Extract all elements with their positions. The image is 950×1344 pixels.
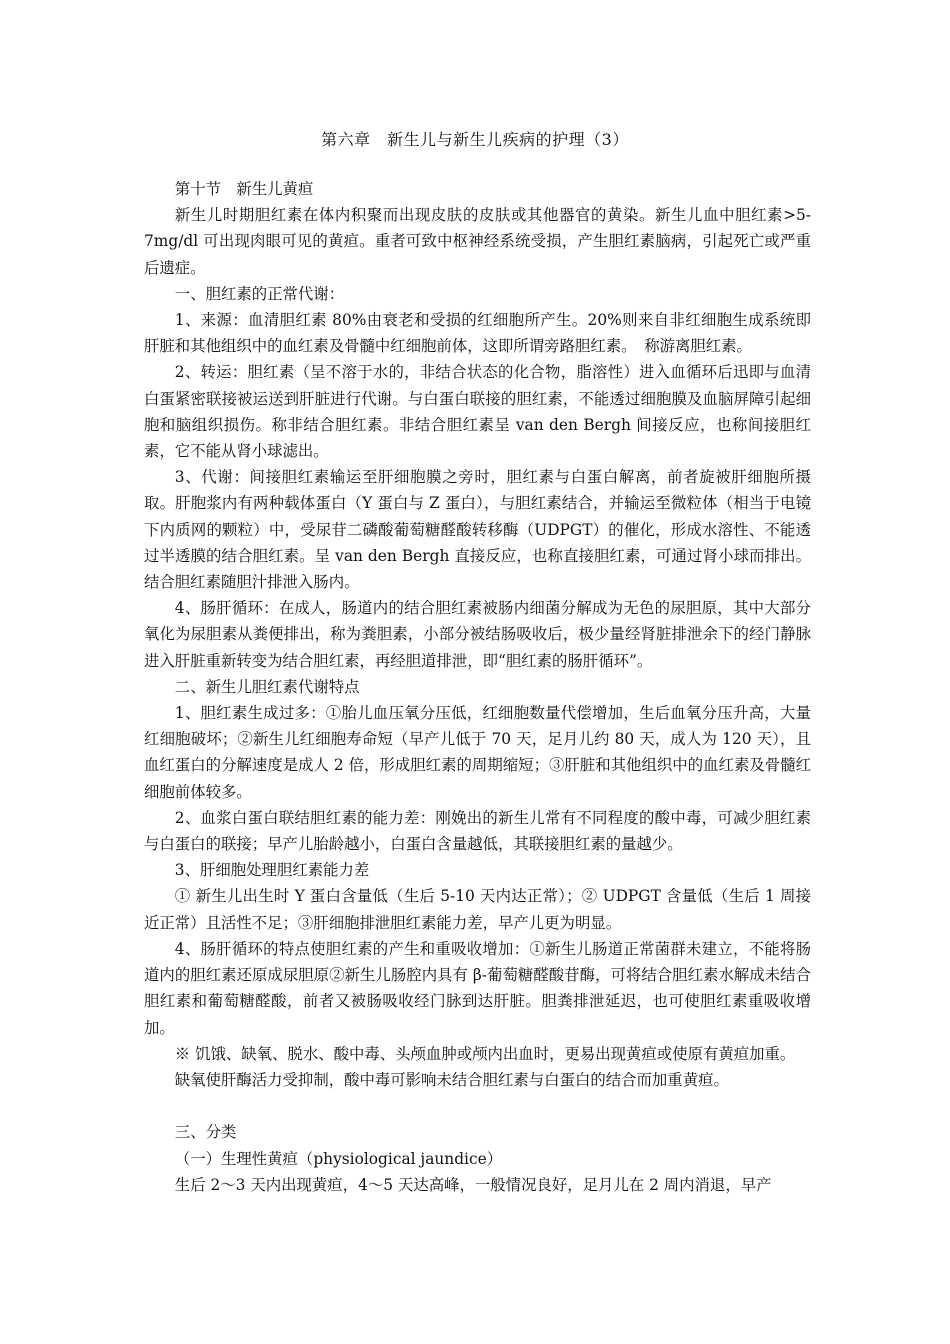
- section-heading: 第十节 新生儿黄疸: [174, 180, 314, 198]
- subheading-classification: 三、分类: [174, 1123, 237, 1142]
- paragraph-liver-heading: 3、肝细胞处理胆红素能力差: [174, 861, 370, 880]
- paragraph-albumin: 2、血浆白蛋白联结胆红素的能力差：刚娩出的新生儿常有不同程度的酸中毒，可减少胆红素与白蛋白的联接；早产儿胎龄越小，白蛋白含量越低，其联接胆红素的量越少。: [144, 808, 811, 854]
- paragraph-enterohepatic: 4、肠肝循环：在成人，肠道内的结合胆红素被肠内细菌分解成为无色的尿胆原，其中大部分氧化为尿胆素从粪便排出，称为粪胆素，小部分被结肠吸收后，极少量经肾脏排泄余下的经门静脉进入肝脏重新转变为结合胆红素，再经胆道排泄，即“胆红素的肠肝循环”。: [144, 599, 811, 670]
- subheading-neonatal-features: 二、新生儿胆红素代谢特点: [174, 677, 360, 696]
- subheading-normal-metabolism: 一、胆红素的正常代谢：: [174, 284, 345, 303]
- paragraph-overproduction: 1、胆红素生成过多：①胎儿血压氧分压低，红细胞数量代偿增加，生后血氧分压升高，大量红细胞破坏；②新生儿红细胞寿命短（早产儿低于 70 天，足月儿约 80 天，成人为 120 天），且血红蛋白的分解速度是成人 2 倍，形成胆红素的周期缩短；③肝脏和其他组织中的血红素及骨髓红细胞前体较多。: [144, 704, 811, 801]
- subheading-physiological-jaundice: （一）生理性黄疸（physiological jaundice）: [174, 1149, 503, 1168]
- document-body: [144, 176, 811, 1198]
- paragraph-note: ※ 饥饿、缺氧、脱水、酸中毒、头颅血肿或颅内出血时，更易出现黄疸或使原有黄疸加重。: [174, 1044, 796, 1063]
- paragraph-liver-details: ① 新生儿出生时 Y 蛋白含量低（生后 5-10 天内达正常）；② UDPGT 含量低（生后 1 周接近正常）且活性不足；③肝细胞排泄胆红素能力差，早产儿更为明显。: [144, 887, 811, 932]
- paragraph-hypoxia: 缺氧使肝酶活力受抑制，酸中毒可影响未结合胆红素与白蛋白的结合而加重黄疸。: [174, 1070, 729, 1089]
- paragraph-physiological: 生后 2～3 天内出现黄疸，4～5 天达高峰，一般情况良好，足月儿在 2 周内消退，早产: [174, 1175, 772, 1194]
- blank-line: [144, 1093, 811, 1119]
- paragraph-intro: 新生儿时期胆红素在体内积聚而出现皮肤的皮肤或其他器官的黄染。新生儿血中胆红素>5-7mg/dl 可出现肉眼可见的黄疸。重者可致中枢神经系统受损，产生胆红素脑病，引起死亡或严重后遗症。: [144, 206, 811, 277]
- document-title: 第六章 新生儿与新生儿疾病的护理（3）: [321, 130, 629, 149]
- paragraph-metabolism: 3、代谢：间接胆红素输运至肝细胞膜之旁时，胆红素与白蛋白解离，前者旋被肝细胞所摄取。肝胞浆内有两种载体蛋白（Y 蛋白与 Z 蛋白），与胆红素结合，并输运至微粒体（相当于电镜下内质网的颗粒）中，受尿苷二磷酸葡萄糖醛酸转移酶（UDPGT）的催化，形成水溶性、不能透过半透膜的结合胆红素。呈 van den Bergh 直接反应，也称直接胆红素，可通过肾小球而排出。结合胆红素随胆汁排泄入肠内。: [144, 468, 811, 592]
- paragraph-transport: 2、转运：胆红素（呈不溶于水的，非结合状态的化合物，脂溶性）进入血循环后迅即与血清白蛋紧密联接被运送到肝脏进行代谢。与白蛋白联接的胆红素，不能透过细胞膜及血脑屏障引起细胞和脑组织损伤。称非结合胆红素。非结合胆红素呈 van den Bergh 间接反应，也称间接胆红素，它不能从肾小球滤出。: [144, 363, 811, 461]
- paragraph-source: 1、来源：血清胆红素 80%由衰老和受损的红细胞所产生。20%则来自非红细胞生成系统即肝脏和其他组织中的血红素及骨髓中红细胞前体，这即所谓旁路胆红素。 称游离胆红素。: [144, 311, 811, 356]
- paragraph-enterohepatic-features: 4、肠肝循环的特点使胆红素的产生和重吸收增加：①新生儿肠道正常菌群未建立，不能将肠道内的胆红素还原成尿胆原②新生儿肠腔内具有 β-葡萄糖醛酸苷酶，可将结合胆红素水解成未结合胆红素和葡萄糖醛酸，前者又被肠吸收经门脉到达肝脏。胆粪排泄延迟，也可使胆红素重吸收增加。: [144, 939, 811, 1037]
